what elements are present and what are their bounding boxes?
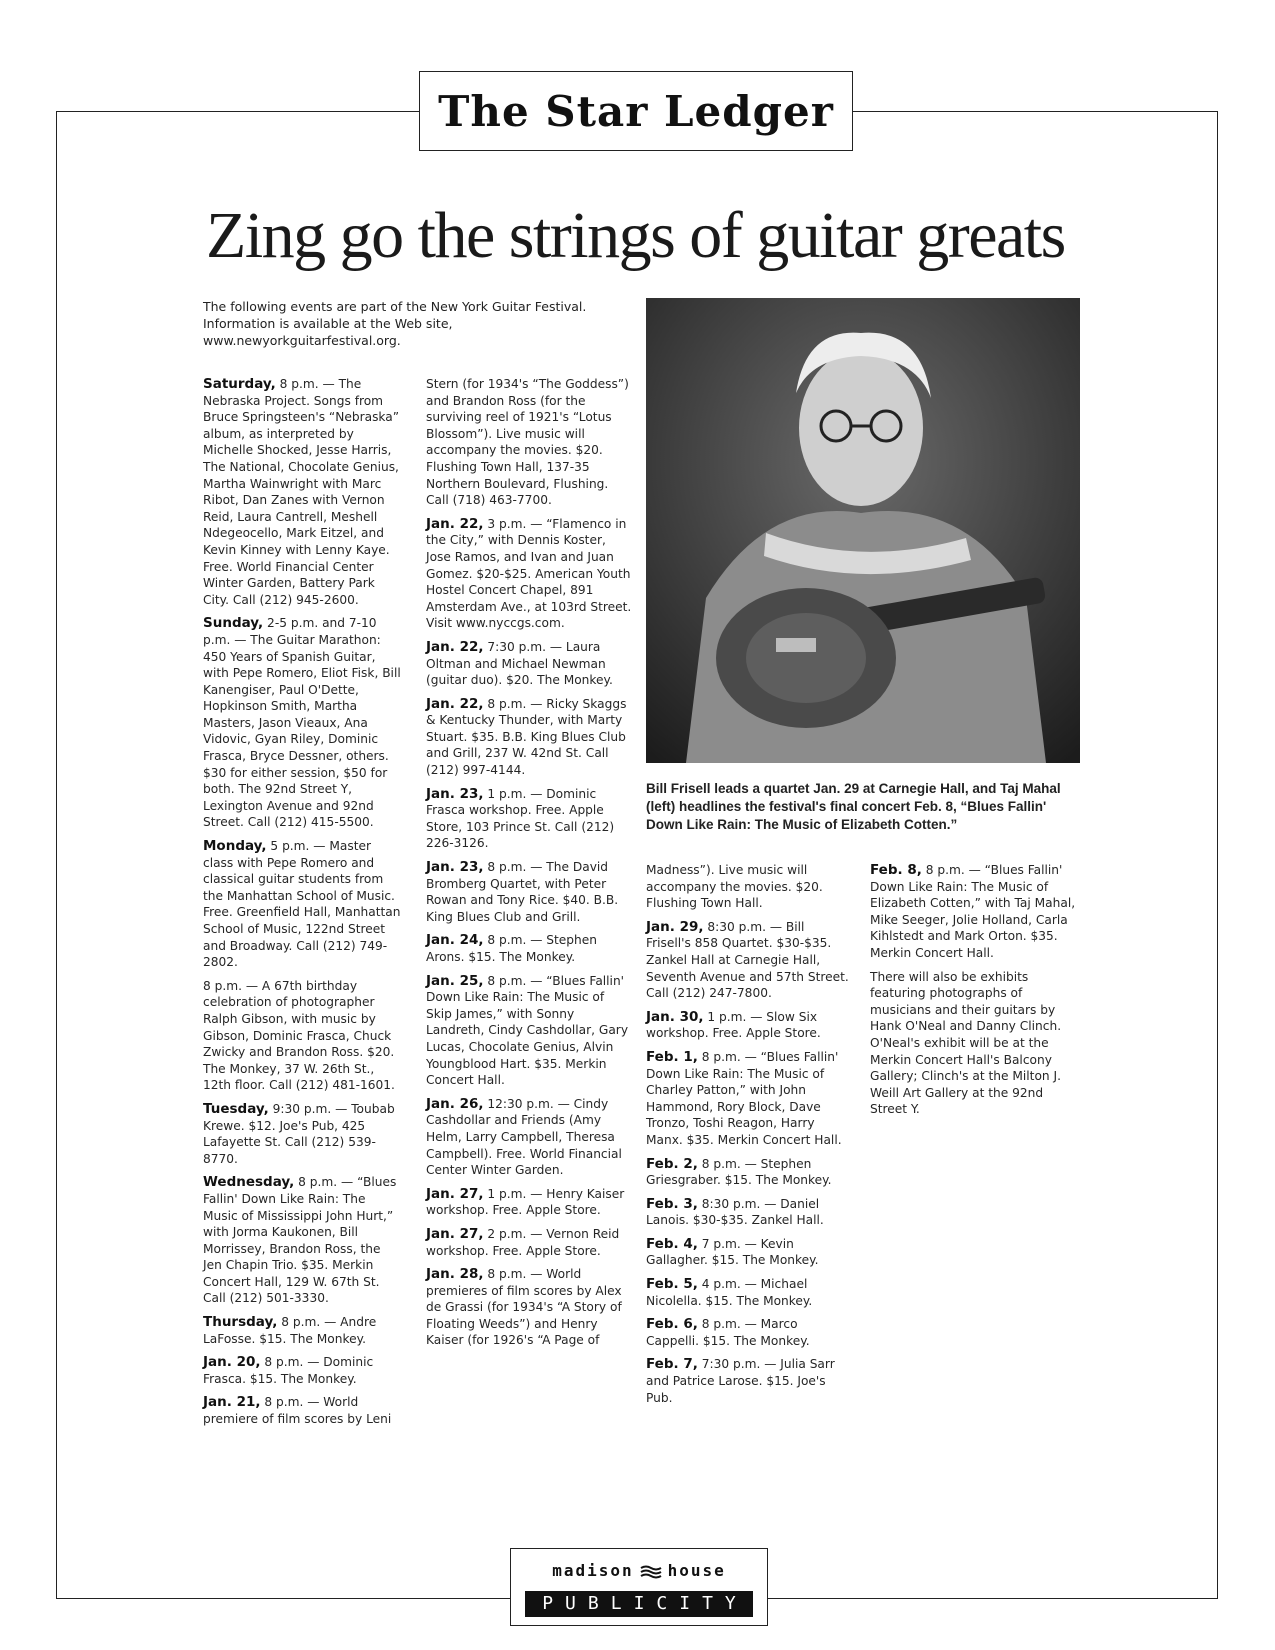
listing-text: 8 p.m. — Ricky Skaggs & Kentucky Thunder, with Marty Stuart. $35. B.B. King Blues Club and Grill, 237 W. 42nd St. Call (212) 997-4144. [426, 696, 627, 778]
listing-date: Jan. 30, [646, 1008, 704, 1025]
listing-date: Jan. 24, [426, 932, 484, 949]
listings-column-2 [426, 376, 632, 1356]
listing-item [426, 376, 632, 509]
listing-text: 8 p.m. — “Blues Fallin' Down Like Rain: The Music of Elizabeth Cotten,” with Taj Mahal, Mike Seeger, Jolie Holland, Carla Kihlstedt and Mark Orton. $35. Merkin Concert Hall. [870, 863, 1076, 960]
listing-text: 1 p.m. — Henry Kaiser workshop. Free. Apple Store. [426, 1186, 625, 1218]
waves-icon [640, 1565, 662, 1579]
listing-date: Jan. 29, [646, 918, 704, 935]
listing-text: 8:30 p.m. — Bill Frisell's 858 Quartet. $30-$35. Zankel Hall at Carnegie Hall, Seventh Avenue and 57th Street. Call (212) 247-7800. [646, 919, 849, 1001]
listing-text: 8 p.m. — Stephen Griesgraber. $15. The Monkey. [646, 1156, 832, 1188]
listing-text: 7:30 p.m. — Julia Sarr and Patrice Larose. $15. Joe's Pub. [646, 1357, 835, 1405]
listing-text: 2 p.m. — Vernon Reid workshop. Free. Apple Store. [426, 1226, 620, 1258]
listing-item [646, 1009, 852, 1042]
listing-date: Monday, [203, 838, 267, 855]
listing-item [646, 1156, 852, 1189]
listing-item [646, 862, 852, 912]
article-photo [646, 298, 1080, 763]
listing-text: 8 p.m. — A 67th birthday celebration of photographer Ralph Gibson, with music by Gibson, Dominic Frasca, Chuck Zwicky and Brandon Ross. $20. The Monkey, 37 W. 26th St., 12th floor. Call (212) 481-1601. [203, 978, 395, 1093]
listing-item [646, 1356, 852, 1406]
listing-date: Jan. 25, [426, 972, 484, 989]
listings-column-3 [646, 862, 852, 1413]
listing-text: There will also be exhibits featuring photographs of musicians and their guitars by Hank O'Neal and Danny Clinch. O'Neal's exhibit will be at the Merkin Concert Hall's Balcony Gallery; Clinch's at the Milton J. Weill Art Gallery at the 92nd Street Y. [870, 969, 1062, 1117]
listing-item [426, 639, 632, 689]
listing-text: 7 p.m. — Kevin Gallagher. $15. The Monkey. [646, 1236, 819, 1268]
listing-item [203, 1354, 403, 1387]
listing-item [203, 615, 403, 831]
listing-date: Jan. 27, [426, 1185, 484, 1202]
listing-date: Jan. 28, [426, 1266, 484, 1283]
listing-text: 5 p.m. — Master class with Pepe Romero and classical guitar students from the Manhattan School of Music. Free. Greenfield Hall, Manhattan School of Music, 122nd Street and Broadway. Call (212) 749-2802. [203, 839, 401, 970]
listing-text: 8 p.m. — “Blues Fallin' Down Like Rain: The Music of Charley Patton,” with John Hammond, Rory Block, Dave Tronzo, Toshi Reagon, Harry Manx. $35. Merkin Concert Hall. [646, 1049, 842, 1147]
listing-date: Feb. 7, [646, 1356, 698, 1373]
listing-text: 8 p.m. — Marco Cappelli. $15. The Monkey. [646, 1317, 810, 1348]
listing-date: Saturday, [203, 376, 276, 392]
listing-item [426, 516, 632, 632]
listing-text: 8 p.m. — World premiere of film scores by Leni [203, 1395, 392, 1427]
listing-text: 8 p.m. — Dominic Frasca. $15. The Monkey. [203, 1355, 374, 1386]
listing-date: Feb. 8, [870, 862, 922, 878]
listing-text: 2-5 p.m. and 7-10 p.m. — The Guitar Marathon: 450 Years of Spanish Guitar, with Pepe Romero, Eliot Fisk, Bill Kanengiser, Paul O'Dette, Hopkinson Smith, Martha Masters, Jason Vieaux, Ana Vidovic, Gyan Riley, Dominic Frasca, Bryce Dessner, others. $30 for either session, $50 for both. The 92nd Street Y, Lexington Avenue and 92nd Street. Call (212) 415-5500. [203, 616, 401, 830]
listing-item [646, 1049, 852, 1149]
photo-caption: Bill Frisell leads a quartet Jan. 29 at Carnegie Hall, and Taj Mahal (left) headlines the festival's final concert Feb. 8, “Blues Fallin' Down Like Rain: The Music of Elizabeth Cotten.” [646, 781, 1061, 832]
listing-date: Tuesday, [203, 1100, 269, 1117]
listing-date: Feb. 2, [646, 1155, 698, 1172]
listing-text: 4 p.m. — Michael Nicolella. $15. The Monkey. [646, 1277, 813, 1308]
listing-text: 8 p.m. — Andre LaFosse. $15. The Monkey. [203, 1315, 377, 1346]
listing-item [426, 1096, 632, 1179]
listings-column-1 [203, 376, 403, 1435]
listing-item [646, 919, 852, 1002]
listing-item [426, 696, 632, 779]
listing-item [426, 973, 632, 1089]
listing-date: Wednesday, [203, 1174, 295, 1191]
listing-text: 8 p.m. — The David Bromberg Quartet, with Peter Rowan and Tony Rice. $40. B.B. King Blues Club and Grill. [426, 860, 619, 924]
listing-date: Jan. 22, [426, 515, 484, 532]
listing-item [203, 978, 403, 1094]
listing-text: 8:30 p.m. — Daniel Lanois. $30-$35. Zankel Hall. [646, 1196, 824, 1228]
listing-text: 12:30 p.m. — Cindy Cashdollar and Friends (Amy Helm, Larry Campbell, Theresa Campbell). Free. World Financial Center Winter Garden. [426, 1096, 622, 1178]
listing-date: Sunday, [203, 615, 264, 632]
listing-text: 8 p.m. — Stephen Arons. $15. The Monkey. [426, 933, 597, 964]
listing-text: 8 p.m. — “Blues Fallin' Down Like Rain: The Music of Skip James,” with Sonny Landreth, Cindy Cashdollar, Gary Lucas, Chocolate Genius, Alvin Youngblood Hart. $35. Merkin Concert Hall. [426, 973, 629, 1088]
logo-word-left: madison [552, 1561, 634, 1580]
listing-text: Madness”). Live music will accompany the movies. $20. Flushing Town Hall. [646, 863, 823, 911]
listing-item [646, 1196, 852, 1229]
listing-text: 3 p.m. — “Flamenco in the City,” with Dennis Koster, Jose Ramos, and Ivan and Juan Gomez. $20-$25. American Youth Hostel Concert Chapel, 891 Amsterdam Ave., at 103rd Street. Visit www.nyccgs.com. [426, 516, 632, 631]
listing-date: Feb. 1, [646, 1048, 698, 1065]
listing-text: 1 p.m. — Dominic Frasca workshop. Free. Apple Store, 103 Prince St. Call (212) 226-3126. [426, 786, 615, 851]
listing-date: Feb. 6, [646, 1316, 698, 1333]
photo-guitarist-illustration [646, 298, 1080, 763]
listing-date: Feb. 4, [646, 1235, 698, 1252]
listing-date: Jan. 23, [426, 859, 484, 876]
listing-item [646, 1316, 852, 1349]
logo-banner: PUBLICITY [525, 1591, 753, 1617]
listing-text: 8 p.m. — “Blues Fallin' Down Like Rain: The Music of Mississippi John Hurt,” with Jorma Kaukonen, Bill Morrissey, Brandon Ross, the Jen Chapin Trio. $35. Merkin Concert Hall, 129 W. 67th St. Call (212) 501-3330. [203, 1175, 397, 1306]
listing-text: 8 p.m. — World premieres of film scores by Alex de Grassi (for 1934's “A Story of Floating Weeds”) and Henry Kaiser (for 1926's “A Page of [426, 1267, 622, 1348]
publicity-logo [510, 1548, 768, 1626]
listing-item [870, 862, 1076, 962]
listing-date: Jan. 22, [426, 695, 484, 712]
logo-wordmark [511, 1561, 767, 1580]
listing-text: 8 p.m. — The Nebraska Project. Songs from Bruce Springsteen's “Nebraska” album, as interpreted by Michelle Shocked, Jesse Harris, The National, Chocolate Genius, Martha Wainwright with Marc Ribot, Dan Zanes with Vernon Reid, Laura Cantrell, Meshell Ndegeocello, Mark Eitzel, and Kevin Kinney with Lenny Kaye. Free. World Financial Center Winter Garden, Battery Park City. Call (212) 945-2600. [203, 377, 400, 607]
listing-date: Jan. 27, [426, 1225, 484, 1242]
listing-date: Jan. 21, [203, 1394, 261, 1411]
logo-word-right: house [667, 1561, 726, 1580]
listing-item [426, 1226, 632, 1259]
listing-date: Thursday, [203, 1314, 278, 1331]
listing-date: Jan. 26, [426, 1095, 484, 1112]
listing-item [203, 1174, 403, 1307]
listing-item [426, 1266, 632, 1349]
listing-item [426, 786, 632, 852]
listing-item [426, 932, 632, 965]
listing-date: Jan. 23, [426, 785, 484, 802]
listing-date: Jan. 22, [426, 638, 484, 655]
listing-item [203, 1394, 403, 1427]
listing-item [203, 376, 403, 608]
listing-item [646, 1276, 852, 1309]
article-intro: The following events are part of the New York Guitar Festival. Information is available at the Web site, www.newyorkguitarfestival.org. [203, 299, 587, 348]
listing-date: Feb. 5, [646, 1276, 698, 1293]
listing-text: Stern (for 1934's “The Goddess”) and Brandon Ross (for the surviving reel of 1921's “Lotus Blossom”). Live music will accompany the movies. $20. Flushing Town Hall, 137-35 Northern Boulevard, Flushing. Call (718) 463-7700. [426, 377, 629, 508]
masthead-title: The Star Ledger [438, 86, 834, 136]
listing-text: 9:30 p.m. — Toubab Krewe. $12. Joe's Pub, 425 Lafayette St. Call (212) 539-8770. [203, 1101, 395, 1166]
listing-text: 1 p.m. — Slow Six workshop. Free. Apple Store. [646, 1009, 821, 1041]
listing-item [426, 859, 632, 925]
listing-text: 7:30 p.m. — Laura Oltman and Michael Newman (guitar duo). $20. The Monkey. [426, 639, 613, 688]
listing-item [203, 1101, 403, 1167]
listing-item [203, 1314, 403, 1347]
listing-item [870, 969, 1076, 1118]
listing-item [426, 1186, 632, 1219]
listing-date: Feb. 3, [646, 1195, 698, 1212]
listing-item [203, 838, 403, 971]
article-headline: Zing go the strings of guitar greats [206, 199, 1065, 272]
listings-column-4 [870, 862, 1076, 1125]
masthead [419, 71, 853, 151]
listing-item [646, 1236, 852, 1269]
listing-date: Jan. 20, [203, 1354, 261, 1371]
